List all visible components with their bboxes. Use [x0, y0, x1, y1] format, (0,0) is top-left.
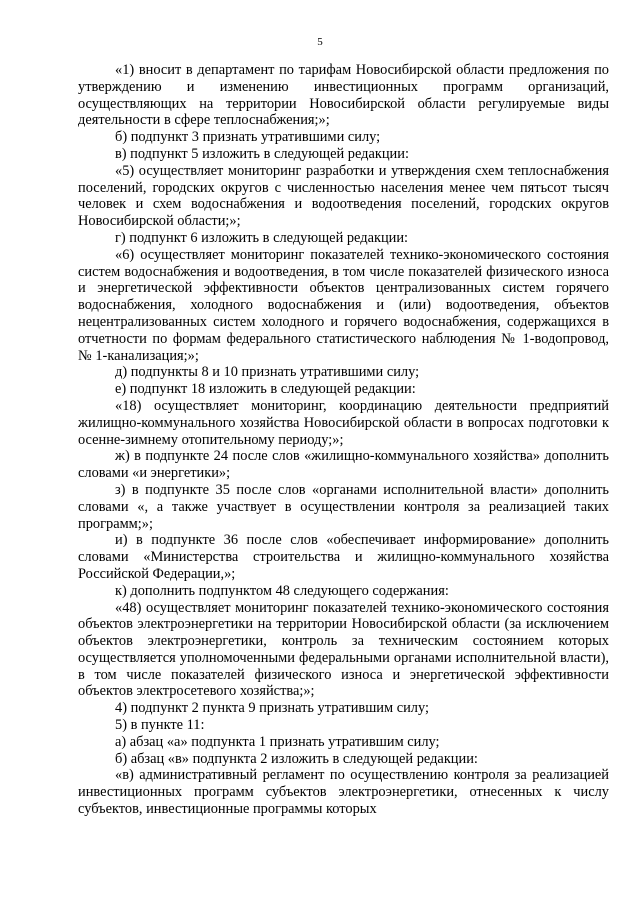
paragraph-1: «1) вносит в департамент по тарифам Новосибирской области предложения по утверждению и изменению инвестиционных программ организаций, осуществляющих на территории Новосибирской области регулируемые виды деятельности в сфере теплоснабжения;»; — [78, 62, 609, 129]
paragraph-10: ж) в подпункте 24 после слов «жилищно-коммунального хозяйства» дополнить словами «и энергетики»; — [78, 448, 609, 482]
page-number: 5 — [317, 36, 323, 48]
paragraph-19: «в) административный регламент по осуществлению контроля за реализацией инвестиционных программ субъектов электроэнергетики, отнесенных к числу субъектов, инвестиционные программы которых — [78, 767, 609, 818]
paragraph-12: и) в подпункте 36 после слов «обеспечивает информирование» дополнить словами «Министерства строительства и жилищно-коммунального хозяйства Российской Федерации,»; — [78, 532, 609, 582]
paragraph-4: «5) осуществляет мониторинг разработки и утверждения схем теплоснабжения поселений, городских округов с численностью населения менее чем пятьсот тысяч человек и схем водоснабжения и водоотведения поселений, городских округов Новосибирской области;»; — [78, 162, 609, 230]
paragraph-7: д) подпункты 8 и 10 признать утратившими силу; — [115, 364, 420, 381]
paragraph-14: «48) осуществляет мониторинг показателей технико-экономического состояния объектов электроэнергетики на территории Новосибирской области (за исключением объектов электроэнергетики, контроль за техническим состоянием которых осуществляется уполномоченными федеральными органами исполнительной власти), в том числе показателей физического износа и энергетической эффективности объектов электросетевого хозяйства;»; — [78, 599, 609, 700]
paragraph-13: к) дополнить подпунктом 48 следующего содержания: — [115, 582, 449, 599]
paragraph-17: а) абзац «а» подпункта 1 признать утратившим силу; — [115, 733, 440, 750]
paragraph-18: б) абзац «в» подпункта 2 изложить в следующей редакции: — [115, 750, 478, 767]
paragraph-2: б) подпункт 3 признать утратившими силу; — [115, 129, 381, 146]
paragraph-3: в) подпункт 5 изложить в следующей редакции: — [115, 145, 409, 162]
paragraph-6: «6) осуществляет мониторинг показателей технико-экономического состояния систем водоснабжения и водоотведения, в том числе показателей физического износа и энергетической эффективности объектов централизованных систем горячего водоснабжения, холодного водоснабжения и (или) водоотведения, объектов нецентрализованных систем холодного и горячего водоснабжения, содержащихся в отчетности по формам федерального статистического наблюдения № 1-водопровод, № 1-канализация;»; — [78, 246, 609, 364]
paragraph-9: «18) осуществляет мониторинг, координацию деятельности предприятий жилищно-коммунального хозяйства Новосибирской области в вопросах подготовки к осенне-зимнему отопительному периоду;»; — [78, 397, 609, 448]
paragraph-11: з) в подпункте 35 после слов «органами исполнительной власти» дополнить словами «, а также участвует в осуществлении контроля за реализацией таких программ;»; — [78, 481, 609, 532]
paragraph-8: е) подпункт 18 изложить в следующей редакции: — [115, 381, 416, 398]
paragraph-5: г) подпункт 6 изложить в следующей редакции: — [115, 229, 409, 246]
paragraph-15: 4) подпункт 2 пункта 9 признать утратившим силу; — [115, 700, 429, 717]
document-body — [78, 62, 609, 818]
paragraph-16: 5) в пункте 11: — [115, 717, 205, 734]
